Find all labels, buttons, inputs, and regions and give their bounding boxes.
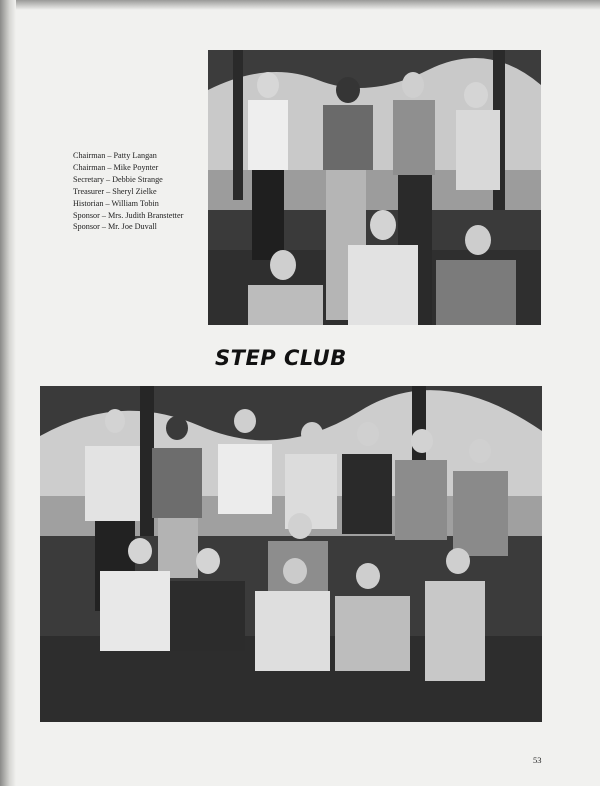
page-number: 53: [533, 755, 542, 765]
officers-group-photo: [208, 50, 541, 325]
officer-line: Treasurer – Sheryl Zielke: [73, 186, 157, 196]
page-top-edge: [0, 0, 600, 10]
officers-photo-art: [208, 50, 541, 325]
club-photo-art: [40, 386, 542, 722]
officer-line: Chairman – Patty Langan: [73, 151, 157, 160]
binding-shadow: [0, 0, 16, 786]
club-group-photo: [40, 386, 542, 722]
officer-line: Chairman – Mike Poynter: [73, 162, 159, 172]
officer-line: Sponsor – Mr. Joe Duvall: [73, 222, 157, 232]
officers-list: [73, 150, 213, 233]
officer-line: Historian – William Tobin: [73, 198, 159, 208]
officer-line: Sponsor – Mrs. Judith Branstetter: [73, 210, 184, 220]
page-title: STEP CLUB: [215, 346, 347, 370]
officer-line: Secretary – Debbie Strange: [73, 174, 163, 184]
